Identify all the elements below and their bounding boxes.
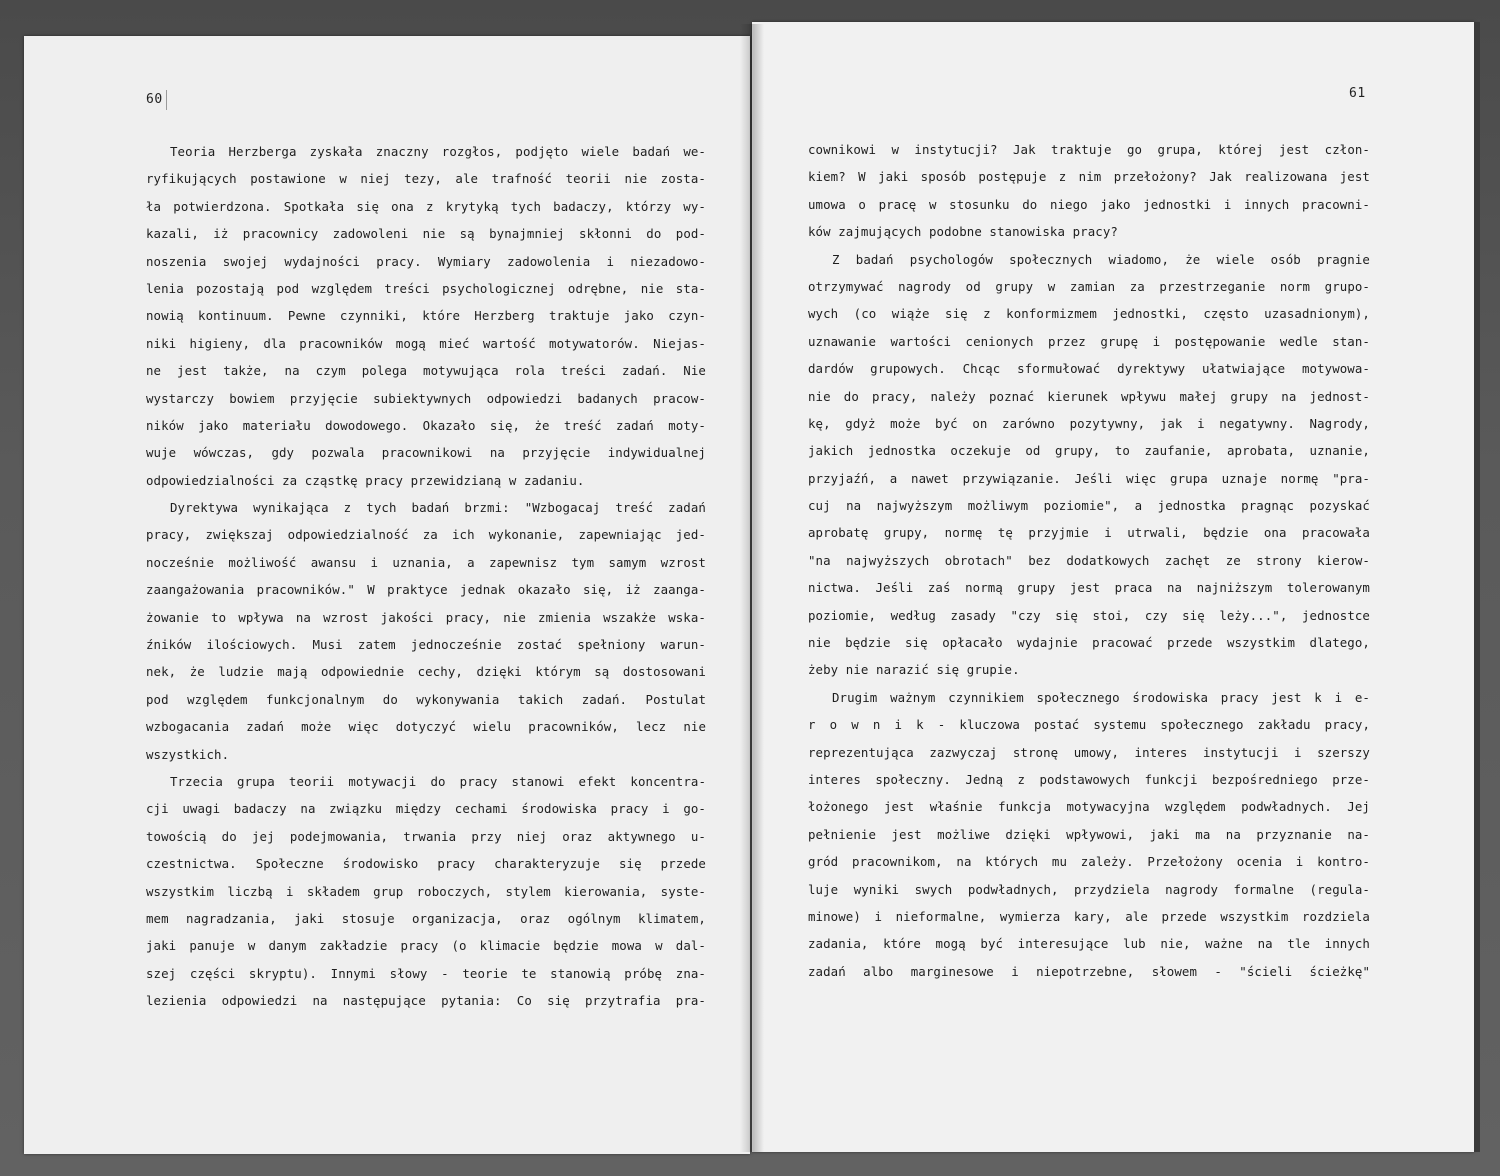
text-line: wszystkich. xyxy=(146,746,230,762)
text-line: Teoria Herzberga zyskała znaczny rozgłos, podjęto wiele badań we- xyxy=(170,144,706,159)
text-line: cuj na najwyższym możliwym poziomie", a jednostka pragnąc pozyskać xyxy=(808,498,1370,514)
text-line: wszystkim liczbą i składem grup roboczych, stylem kierowania, syste- xyxy=(146,883,706,899)
text-line: poziomie, według zasady "czy się stoi, czy się leży...", jednostce xyxy=(808,607,1370,623)
page-number-mark xyxy=(166,90,167,110)
text-line: czestnictwa. Społeczne środowisko pracy charakteryzuje się przede xyxy=(146,856,706,872)
text-line: nie do pracy, należy poznać kierunek wpływu małej grupy na jednost- xyxy=(808,388,1370,404)
text-line: luje wyniki swych podwładnych, przydziela nagrody formalne (regula- xyxy=(808,881,1370,897)
text-line: mem nagradzania, jaki stosuje organizacja, oraz ogólnym klimatem, xyxy=(146,910,706,926)
text-line: nocześnie możliwość awansu i uznania, a zapewnisz tym samym wzrost xyxy=(146,554,706,570)
text-line: interes społeczny. Jedną z podstawowych funkcji bezpośredniego prze- xyxy=(808,771,1370,787)
text-line: żowanie to wpływa na wzrost jakości pracy, nie zmienia wszakże wska- xyxy=(146,609,706,625)
page-edge xyxy=(1474,22,1480,1152)
text-line: jakich jednostka oczekuje od grupy, to zaufanie, aprobata, uznanie, xyxy=(808,443,1370,459)
text-line: źników ilościowych. Musi zatem jednocześnie zostać spełniony warun- xyxy=(146,637,706,653)
text-line: gród pracownikom, na których mu zależy. Przełożony ocenia i kontro- xyxy=(808,854,1370,870)
text-line: kazali, iż pracownicy zadowoleni nie są bynajmniej skłonni do pod- xyxy=(146,226,706,242)
text-line: towością do jej podejmowania, trwania przy niej oraz aktywnego u- xyxy=(146,828,706,844)
text-line: żeby nie narazić się grupie. xyxy=(808,662,1020,678)
page-number-left: 60 xyxy=(146,92,163,107)
book-gutter xyxy=(740,24,764,1152)
text-line: wystarczy bowiem przyjęcie subiektywnych odpowiedzi badanych pracow- xyxy=(146,390,706,406)
text-line: niki higieny, dla pracowników mogą mieć wartość motywatorów. Niejas- xyxy=(146,335,706,351)
left-page-text xyxy=(146,138,706,1015)
text-line: kę, gdyż może być on zarówno pozytywny, jak i negatywny. Nagrody, xyxy=(808,415,1370,431)
text-line: ryfikujących postawione w niej tezy, ale trafność teorii nie zosta- xyxy=(146,171,706,187)
text-line: Dyrektywa wynikająca z tych badań brzmi: "Wzbogacaj treść zadań xyxy=(170,500,706,516)
text-line: ników jako materiału dowodowego. Okazało się, że treść zadań moty- xyxy=(146,417,706,433)
text-line: pod względem funkcjonalnym do wykonywania takich zadań. Postulat xyxy=(146,691,706,707)
text-line: jaki panuje w danym zakładzie pracy (o klimacie będzie mowa w dal- xyxy=(146,938,706,954)
text-line: Z badań psychologów społecznych wiadomo, że wiele osób pragnie xyxy=(832,251,1370,267)
text-line: szej części skryptu). Innymi słowy - teorie te stanowią próbę zna- xyxy=(146,965,706,981)
text-line: odpowiedzialności za cząstkę pracy przewidzianą w zadaniu. xyxy=(146,472,585,488)
text-line: pełnienie jest możliwe dzięki wpływowi, jaki ma na przyznanie na- xyxy=(808,826,1370,842)
page-number-right: 61 xyxy=(1349,86,1366,101)
text-line: wuje wówczas, gdy pozwala pracownikowi na przyjęcie indywidualnej xyxy=(146,445,706,461)
text-line: wych (co wiąże się z konformizmem jednostki, często uzasadnionym), xyxy=(808,306,1370,322)
text-line: wzbogacania zadań może więc dotyczyć wielu pracowników, lecz nie xyxy=(146,719,706,735)
text-line: zadań albo marginesowe i niepotrzebne, słowem - "ścieli ścieżkę" xyxy=(808,963,1370,979)
text-line: noszenia swojej wydajności pracy. Wymiary zadowolenia i niezadowo- xyxy=(146,253,706,269)
text-line: nowią kontinuum. Pewne czynniki, które Herzberg traktuje jako czyn- xyxy=(146,308,706,324)
text-line: ków zajmujących podobne stanowiska pracy? xyxy=(808,224,1118,240)
text-line: nictwa. Jeśli zaś normą grupy jest praca na najniższym tolerowanym xyxy=(808,580,1370,596)
text-line: zadania, które mogą być interesujące lub nie, ważne na tle innych xyxy=(808,936,1370,952)
text-line: ne jest także, na czym polega motywująca rola treści zadań. Nie xyxy=(146,363,706,379)
text-line: otrzymywać nagrody od grupy w zamian za przestrzeganie norm grupo- xyxy=(808,278,1370,294)
text-line: kiem? W jaki sposób postępuje z nim przełożony? Jak realizowana jest xyxy=(808,169,1370,185)
text-line: zaangażowania pracowników." W praktyce jednak okazało się, iż zaanga- xyxy=(146,582,706,598)
right-page-text xyxy=(808,136,1370,985)
text-line: r o w n i k - kluczowa postać systemu społecznego zakładu pracy, xyxy=(808,717,1370,733)
text-line: Drugim ważnym czynnikiem społecznego środowiska pracy jest k i e- xyxy=(832,689,1370,705)
text-line: nie będzie się opłacało wydajnie pracować przede wszystkim dlatego, xyxy=(808,635,1370,651)
text-line: nek, że ludzie mają odpowiednie cechy, dzięki którym są dostosowani xyxy=(146,664,706,680)
text-line: cji uwagi badaczy na związku między cechami środowiska pracy i go- xyxy=(146,801,706,817)
text-line: reprezentująca zazwyczaj stronę umowy, interes instytucji i szerszy xyxy=(808,744,1370,760)
text-line: lezienia odpowiedzi na następujące pytania: Co się przytrafia pra- xyxy=(146,993,706,1009)
text-line: Trzecia grupa teorii motywacji do pracy stanowi efekt koncentra- xyxy=(170,773,706,789)
text-line: aprobatę grupy, normę tę przyjmie i utrwali, będzie ona pracowała xyxy=(808,525,1370,541)
text-line: dardów grupowych. Chcąc sformułować dyrektywy ułatwiające motywowa- xyxy=(808,361,1370,377)
text-line: ła potwierdzona. Spotkała się ona z krytyką tych badaczy, którzy wy- xyxy=(146,198,706,214)
text-line: "na najwyższych obrotach" bez dodatkowych zachęt ze strony kierow- xyxy=(808,552,1370,568)
text-line: minowe) i nieformalne, wymierza kary, ale przede wszystkim rozdziela xyxy=(808,908,1370,924)
text-line: łożonego jest właśnie funkcja motywacyjna względem podwładnych. Jej xyxy=(808,799,1370,815)
text-line: cownikowi w instytucji? Jak traktuje go grupa, której jest człon- xyxy=(808,142,1370,157)
text-line: pracy, zwiększaj odpowiedzialność za ich wykonanie, zapewniając jed- xyxy=(146,527,706,543)
text-line: przyjaźń, a nawet przywiązanie. Jeśli więc grupa uznaje normę "pra- xyxy=(808,470,1370,486)
text-line: umowa o pracę w stosunku do niego jako jednostki i innych pracowni- xyxy=(808,196,1370,212)
text-line: uznawanie wartości cenionych przez grupę i postępowanie wedle stan- xyxy=(808,333,1370,349)
text-line: lenia pozostają pod względem treści psychologicznej odrębne, nie sta- xyxy=(146,280,706,296)
